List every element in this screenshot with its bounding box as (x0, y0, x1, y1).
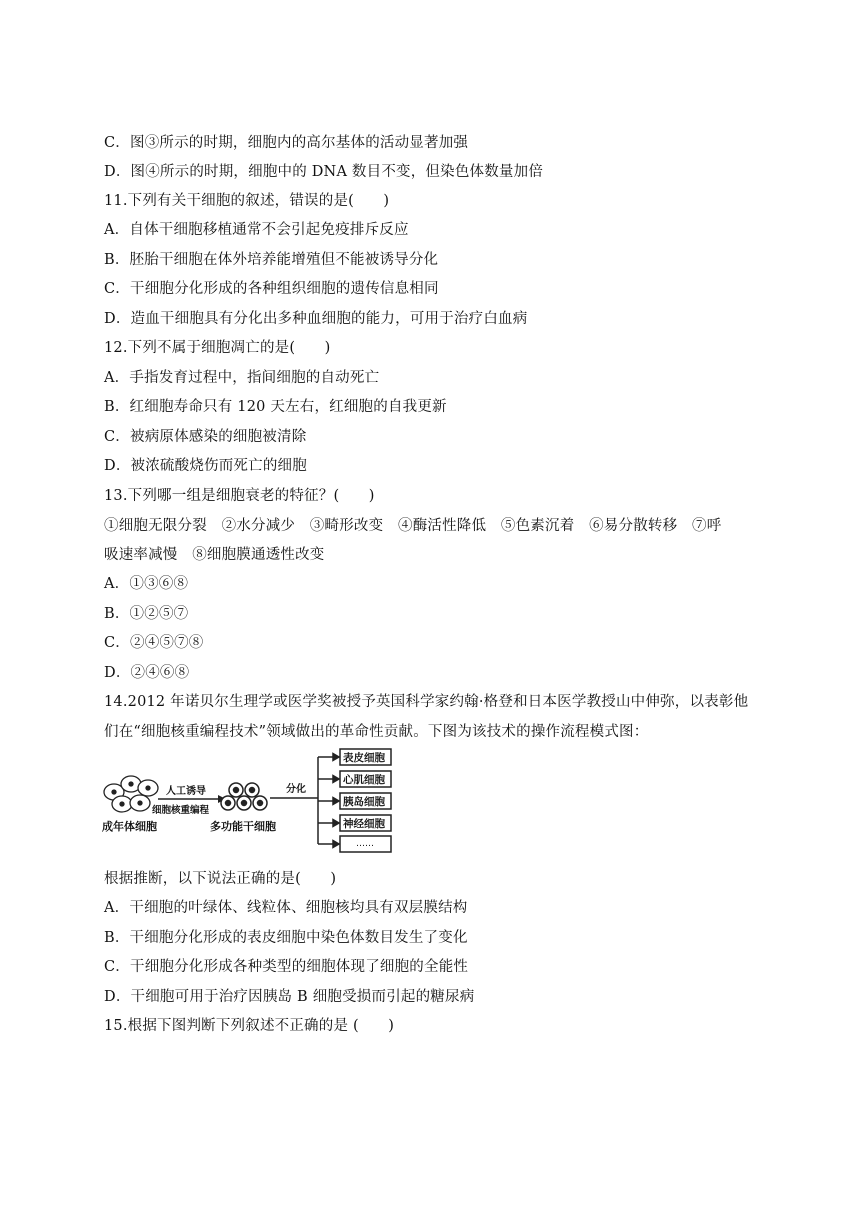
target-cardiac-cell: 心肌细胞 (343, 774, 385, 786)
option-13c: C．②④⑤⑦⑧ (104, 635, 204, 651)
arrow-bottom-label: 细胞核重编程 (152, 805, 210, 816)
option-14b: B．干细胞分化形成的表皮细胞中染色体数目发生了变化 (104, 930, 468, 946)
branch-connector (318, 754, 339, 848)
option-12b: B．红细胞寿命只有 120 天左右，红细胞的自我更新 (104, 399, 447, 415)
option-12d: D．被浓硫酸烧伤而死亡的细胞 (104, 458, 307, 474)
question-13-items-1: ①细胞无限分裂 ②水分减少 ③畸形改变 ④酶活性降低 ⑤色素沉着 ⑥易分散转移 ⑦呼 (104, 518, 722, 534)
question-14-line-2: 们在“细胞核重编程技术”领域做出的革命性贡献。下图为该技术的操作流程模式图： (104, 724, 649, 740)
option-14a: A．干细胞的叶绿体、线粒体、细胞核均具有双层膜结构 (104, 900, 468, 916)
target-islet-cell: 胰岛细胞 (343, 796, 385, 808)
arrow-top-label: 人工诱导 (166, 786, 206, 797)
stem-cells-icon (221, 783, 267, 810)
option-13b: B．①②⑤⑦ (104, 606, 189, 622)
option-11c: C．干细胞分化形成的各种组织细胞的遗传信息相同 (104, 281, 439, 297)
option-12a: A．手指发育过程中，指间细胞的自动死亡 (104, 370, 380, 386)
stem-cell-label: 多功能干细胞 (210, 820, 276, 833)
target-ellipsis: …… (356, 839, 374, 849)
target-epidermal-cell: 表皮细胞 (343, 752, 385, 764)
option-11d: D．造血干细胞具有分化出多种血细胞的能力，可用于治疗白血病 (104, 311, 528, 327)
differentiation-label: 分化 (286, 784, 306, 795)
question-12: 12.下列不属于细胞凋亡的是( ) (104, 340, 331, 356)
option-10d: D．图④所示的时期，细胞中的 DNA 数目不变，但染色体数量加倍 (104, 164, 544, 180)
option-11a: A．自体干细胞移植通常不会引起免疫排斥反应 (104, 222, 409, 238)
option-11b: B．胚胎干细胞在体外培养能增殖但不能被诱导分化 (104, 252, 439, 268)
question-11: 11.下列有关干细胞的叙述，错误的是( ) (104, 193, 390, 209)
adult-cells-icon (104, 776, 158, 812)
option-14c: C．干细胞分化形成各种类型的细胞体现了细胞的全能性 (104, 959, 469, 975)
option-13d: D．②④⑥⑧ (104, 665, 190, 681)
question-13: 13.下列哪一组是细胞衰老的特征？( ) (104, 488, 375, 504)
option-13a: A．①③⑥⑧ (104, 576, 189, 592)
reprogramming-flow-diagram (100, 746, 400, 858)
target-nerve-cell: 神经细胞 (343, 818, 385, 830)
adult-cell-label: 成年体细胞 (102, 820, 157, 833)
question-13-items-2: 吸速率减慢 ⑧细胞膜通透性改变 (104, 547, 325, 563)
question-14-prompt: 根据推断，以下说法正确的是( ) (104, 871, 337, 887)
option-14d: D．干细胞可用于治疗因胰岛 B 细胞受损而引起的糖尿病 (104, 989, 475, 1005)
option-10c: C．图③所示的时期，细胞内的高尔基体的活动显著加强 (104, 135, 469, 151)
question-15: 15.根据下图判断下列叙述不正确的是 ( ) (104, 1018, 395, 1034)
question-14-line-1: 14.2012 年诺贝尔生理学或医学奖被授予英国科学家约翰·格登和日本医学教授山中伸弥，以表彰他 (104, 694, 749, 710)
option-12c: C．被病原体感染的细胞被清除 (104, 429, 307, 445)
